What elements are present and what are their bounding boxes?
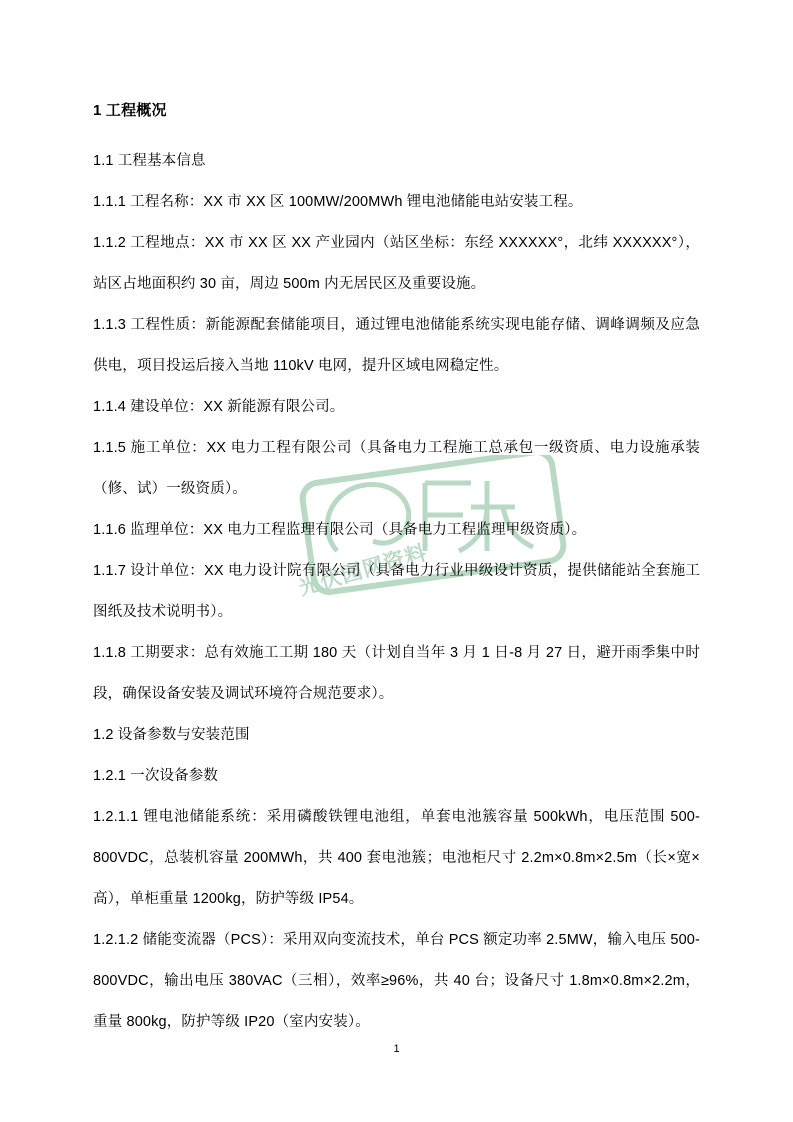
paragraph-1-1-2: 1.1.2 工程地点：XX 市 XX 区 XX 产业园内（站区坐标：东经 XXXXXX°，北纬 XXXXXX°），站区占地面积约 30 亩，周边 500m 内无居民区及重要设施。	[93, 235, 700, 292]
paragraph-1-2-1: 1.2.1 一次设备参数	[93, 768, 219, 784]
paragraph-1-2: 1.2 设备参数与安装范围	[93, 727, 250, 743]
paragraph-1-1-5: 1.1.5 施工单位：XX 电力工程有限公司（具备电力工程施工总承包一级资质、电力设施承装（修、试）一级资质）。	[93, 440, 700, 497]
paragraph-1-1-3: 1.1.3 工程性质：新能源配套储能项目，通过锂电池储能系统实现电能存储、调峰调频及应急供电，项目投运后接入当地 110kV 电网，提升区域电网稳定性。	[93, 317, 700, 374]
paragraph-1-1-1: 1.1.1 工程名称：XX 市 XX 区 100MW/200MWh 锂电池储能电站安装工程。	[93, 194, 583, 210]
section-heading: 1 工程概况	[93, 102, 167, 119]
paragraph-1-1: 1.1 工程基本信息	[93, 153, 206, 169]
paragraph-1-2-1-2: 1.2.1.2 储能变流器（PCS）：采用双向变流技术，单台 PCS 额定功率 2.5MW，输入电压 500-800VDC，输出电压 380VAC（三相），效率≥96%，共 40 台；设备尺寸 1.8m×0.8m×2.2m，重量 800kg，防护等级 IP20（室内安装）。	[93, 932, 700, 1030]
paragraph-1-1-7: 1.1.7 设计单位：XX 电力设计院有限公司（具备电力行业甲级设计资质，提供储能站全套施工图纸及技术说明书）。	[93, 563, 700, 620]
paragraph-1-1-6: 1.1.6 监理单位：XX 电力工程监理有限公司（具备电力工程监理甲级资质）。	[93, 522, 587, 538]
page-number: 1	[393, 1043, 400, 1055]
paragraph-1-1-8: 1.1.8 工期要求：总有效施工工期 180 天（计划自当年 3 月 1 日-8 月 27 日，避开雨季集中时段，确保设备安装及调试环境符合规范要求）。	[93, 645, 700, 702]
document-body	[93, 96, 700, 1043]
paragraph-1-2-1-1: 1.2.1.1 锂电池储能系统：采用磷酸铁锂电池组，单套电池簇容量 500kWh，电压范围 500-800VDC，总装机容量 200MWh，共 400 套电池簇；电池柜尺寸 2.2m×0.8m×2.5m（长×宽×高），单柜重量 1200kg，防护等级 IP54。	[93, 809, 700, 907]
watermark-text: 光伏园网资料	[296, 541, 430, 600]
paragraph-1-1-4: 1.1.4 建设单位：XX 新能源有限公司。	[93, 399, 345, 415]
